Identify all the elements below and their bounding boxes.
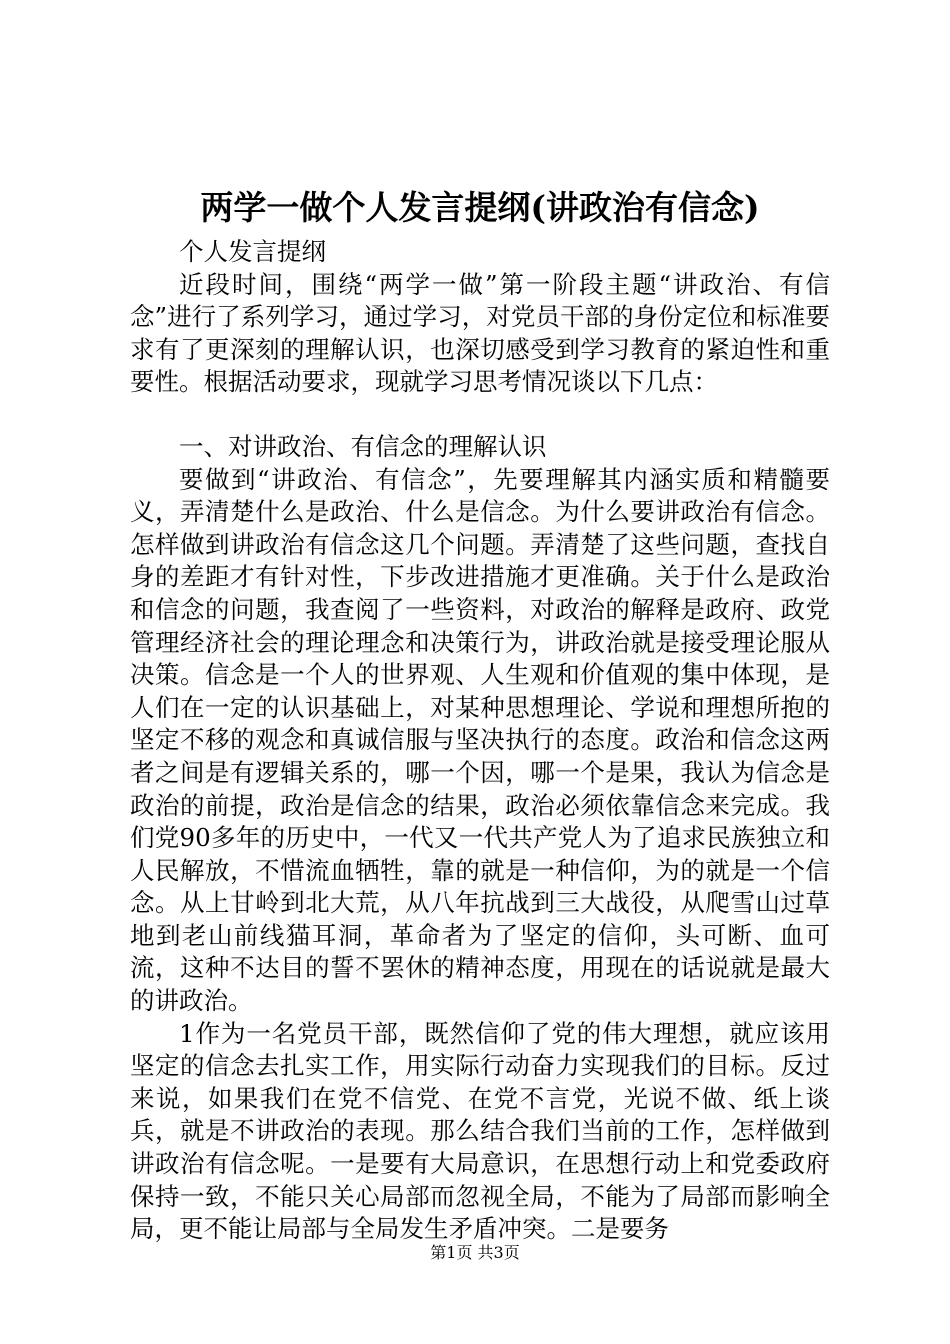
paragraph-intro: 近段时间，围绕“两学一做”第一阶段主题“讲政治、有信念”进行了系列学习，通过学习，对党员干部的身份定位和标准要求有了更深刻的理解认识，也深切感受到学习教育的紧迫性和重要性。根据活动要求，现就学习思考情况谈以下几点： (130, 269, 830, 397)
document-title: 两学一做个人发言提纲(讲政治有信念) (200, 188, 760, 227)
paragraph-body: 要做到“讲政治、有信念”，先要理解其内涵实质和精髓要义，弄清楚什么是政治、什么是信念。为什么要讲政治有信念。怎样做到讲政治有信念这几个问题。弄清楚了这些问题，查找自身的差距才有针对性，下步改进措施才更准确。关于什么是政治和信念的问题，我查阅了一些资料，对政治的解释是政府、政党管理经济社会的理论理念和决策行为，讲政治就是接受理论服从决策。信念是一个人的世界观、人生观和价值观的集中体现，是人们在一定的认识基础上，对某种思想理论、学说和理想所抱的坚定不移的观念和真诚信服与坚决执行的态度。政治和信念这两者之间是有逻辑关系的，哪一个因，哪一个是果，我认为信念是政治的前提，政治是信念的结果，政治必须依靠信念来完成。我们党90多年的历史中，一代又一代共产党人为了追求民族独立和人民解放，不惜流血牺牲，靠的就是一种信仰，为的就是一个信念。从上甘岭到北大荒，从八年抗战到三大战役，从爬雪山过草地到老山前线猫耳洞，革命者为了坚定的信仰，头可断、血可流，这种不达目的誓不罢休的精神态度，用现在的话说就是最大的讲政治。 (130, 464, 830, 1016)
paragraph-body: 1作为一名党员干部，既然信仰了党的伟大理想，就应该用坚定的信念去扎实工作，用实际行动奋力实现我们的目标。反过来说，如果我们在党不信党、在党不言党，光说不做、纸上谈兵，就是不讲政治的表现。那么结合我们当前的工作，怎样做到讲政治有信念呢。一是要有大局意识，在思想行动上和党委政府保持一致，不能只关心局部而忽视全局，不能为了局部而影响全局，更不能让局部与全局发生矛盾冲突。二是要务 (130, 1018, 830, 1244)
document-body (130, 236, 830, 1246)
page-number-footer: 第1页 共3页 (430, 1243, 520, 1262)
section-heading: 一、对讲政治、有信念的理解认识 (179, 431, 547, 461)
paragraph-subtitle: 个人发言提纲 (179, 237, 326, 266)
